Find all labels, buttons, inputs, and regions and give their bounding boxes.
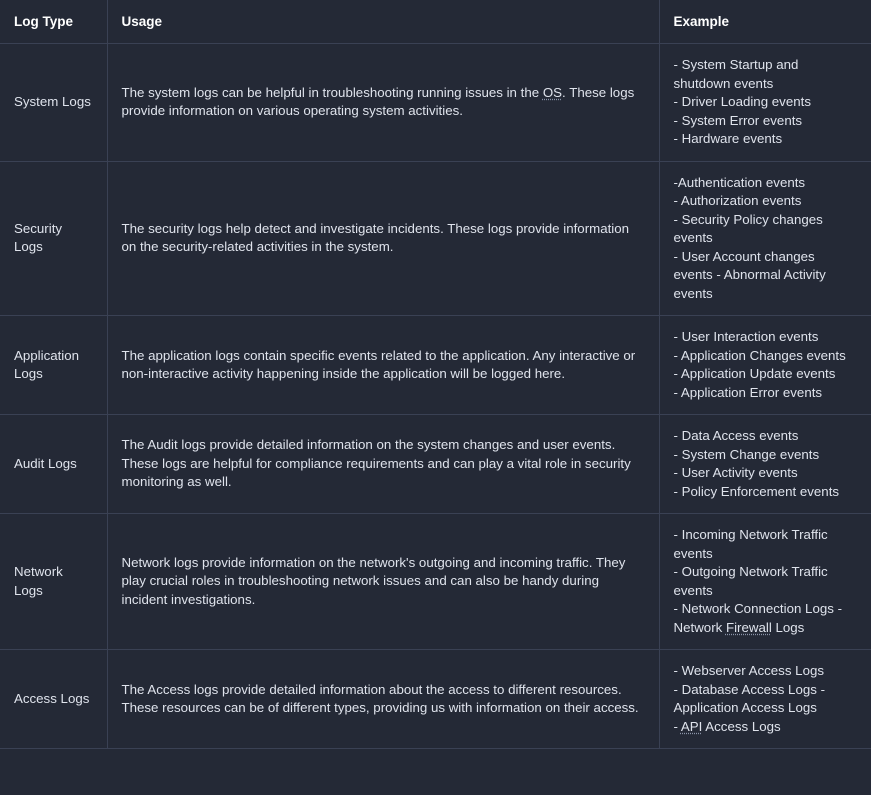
cell-log-type: Network Logs [0,514,107,650]
example-item: - Database Access Logs - Application Access Logs [673,681,826,715]
cell-usage: The system logs can be helpful in troubleshooting running issues in the OS. These logs provide information on various operating system activities. [107,44,659,162]
cell-example [659,161,871,316]
cell-example [659,415,871,514]
example-item: - Security Policy changes events [673,211,823,245]
table-row [0,161,871,316]
example-item: - System Error events [673,112,803,128]
cell-usage: Network logs provide information on the network's outgoing and incoming traffic. They play crucial roles in troubleshooting network issues and can also be handy during incident investigations. [107,514,659,650]
cell-log-type: Security Logs [0,161,107,316]
example-item: - Application Update events [673,366,836,381]
spellcheck-term-os: OS [542,84,563,100]
table-row [0,44,871,162]
cell-log-type: Access Logs [0,650,107,749]
example-item: - Policy Enforcement events [673,483,840,499]
cell-log-type: System Logs [0,44,107,162]
table-row [0,316,871,415]
example-item: - Network Connection Logs - Network Firewall Logs [673,601,843,635]
cell-usage: The Access logs provide detailed information about the access to different resources. These resources can be of different types, providing us with information on their access. [107,650,659,749]
column-header-log-type: Log Type [0,0,107,44]
table-row [0,650,871,749]
cell-example [659,650,871,749]
cell-usage: The application logs contain specific events related to the application. Any interactive or non-interactive activity happening inside the application will be logged here. [107,316,659,415]
example-item: - Data Access events [673,428,799,443]
table-row [0,415,871,514]
cell-example [659,44,871,162]
example-item: - Authorization events [673,193,802,208]
example-item: - Outgoing Network Traffic events [673,564,828,598]
example-item: - API Access Logs [673,718,781,734]
example-item: - Incoming Network Traffic events [673,527,828,561]
example-item: -Authentication events [673,174,806,190]
cell-log-type: Audit Logs [0,415,107,514]
spellcheck-term-api: API [680,718,703,734]
example-item: - User Interaction events [673,329,819,344]
example-item: - Application Error events [673,384,823,400]
example-item: - Hardware events [673,131,783,146]
table-header-row [0,0,871,44]
cell-usage: The security logs help detect and investigate incidents. These logs provide information on the security-related activities in the system. [107,161,659,316]
example-item: - Driver Loading events [673,94,811,109]
cell-log-type: Application Logs [0,316,107,415]
cell-example [659,316,871,415]
table-row [0,514,871,650]
column-header-example: Example [659,0,871,44]
example-item: - Webserver Access Logs [673,663,825,678]
table-header [0,0,871,44]
example-item: - Application Changes events [673,347,846,363]
example-item: - System Change events [673,446,820,462]
example-item: - User Account changes events - Abnormal Activity events [673,248,826,301]
column-header-usage: Usage [107,0,659,44]
example-item: - User Activity events [673,465,798,480]
example-item: - System Startup and shutdown events [673,57,799,91]
table-body [0,44,871,749]
spellcheck-term-firewall: Firewall [725,619,772,635]
cell-usage: The Audit logs provide detailed information on the system changes and user events. These logs are helpful for compliance requirements and can play a vital role in security monitoring as well. [107,415,659,514]
cell-example [659,514,871,650]
